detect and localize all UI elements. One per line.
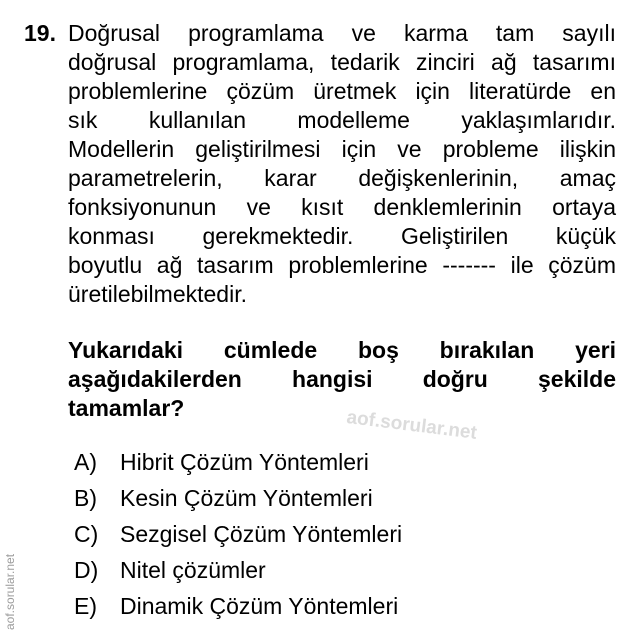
stem-line: doğrusal programlama, tedarik zinciri ağ tasarımı bbox=[68, 49, 616, 75]
stem-line: fonksiyonunun ve kısıt denklemlerinin ortaya bbox=[68, 194, 616, 220]
question-stem bbox=[68, 19, 616, 309]
watermark-side: aof.sorular.net bbox=[3, 553, 17, 630]
prompt-line: Yukarıdaki cümlede boş bırakılan yeri bbox=[68, 337, 616, 363]
prompt-line: aşağıdakilerden hangisi doğru şekilde bbox=[68, 366, 616, 392]
stem-line: problemlerine çözüm üretmek için literatürde en bbox=[68, 78, 616, 104]
option-letter: A) bbox=[74, 449, 97, 475]
option-text: Hibrit Çözüm Yöntemleri bbox=[120, 449, 369, 475]
question-number: 19. bbox=[24, 20, 56, 46]
watermark-center: aof.sorular.net bbox=[345, 407, 478, 444]
stem-line: Modellerin geliştirilmesi için ve probleme ilişkin bbox=[68, 136, 616, 162]
option-e[interactable] bbox=[74, 588, 402, 624]
stem-line: boyutlu ağ tasarım problemlerine ------- ile çözüm bbox=[68, 252, 616, 278]
option-letter: E) bbox=[74, 593, 97, 619]
answer-options bbox=[74, 444, 402, 624]
option-text: Sezgisel Çözüm Yöntemleri bbox=[120, 521, 403, 547]
stem-line: sık kullanılan modelleme yaklaşımlarıdır. bbox=[68, 107, 616, 133]
stem-line: konması gerekmektedir. Geliştirilen küçük bbox=[68, 223, 616, 249]
option-c[interactable] bbox=[74, 516, 402, 552]
question-prompt bbox=[68, 336, 616, 423]
option-b[interactable] bbox=[74, 480, 402, 516]
stem-line: üretilebilmektedir. bbox=[68, 281, 247, 307]
option-a[interactable] bbox=[74, 444, 402, 480]
option-text: Dinamik Çözüm Yöntemleri bbox=[120, 593, 399, 619]
option-letter: D) bbox=[74, 557, 99, 583]
option-letter: C) bbox=[74, 521, 99, 547]
stem-line: parametrelerin, karar değişkenlerinin, amaç bbox=[68, 165, 616, 191]
option-letter: B) bbox=[74, 485, 97, 511]
option-text: Nitel çözümler bbox=[120, 557, 266, 583]
stem-line: Doğrusal programlama ve karma tam sayılı bbox=[68, 20, 616, 46]
option-d[interactable] bbox=[74, 552, 402, 588]
option-text: Kesin Çözüm Yöntemleri bbox=[120, 485, 373, 511]
prompt-line: tamamlar? bbox=[68, 395, 185, 421]
